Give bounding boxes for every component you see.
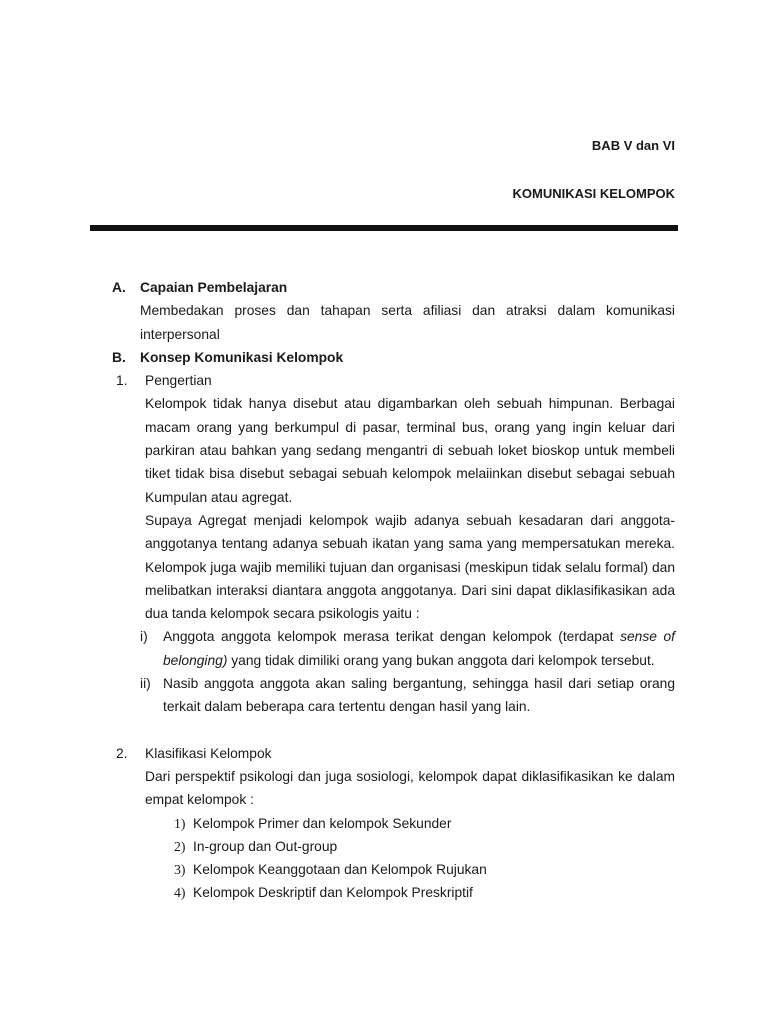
point-i-text-start: Anggota anggota kelompok merasa terikat dengan kelompok (terdapat bbox=[163, 629, 621, 645]
topic-heading: KOMUNIKASI KELOMPOK bbox=[512, 186, 675, 201]
section-a-title: Capaian Pembelajaran bbox=[140, 280, 288, 295]
point-i bbox=[0, 625, 768, 672]
point-ii-marker: ii) bbox=[140, 676, 151, 692]
list-item-marker: 2) bbox=[174, 838, 186, 854]
section-b-marker: B. bbox=[112, 349, 126, 365]
item-2-heading bbox=[0, 742, 768, 765]
list-item bbox=[0, 835, 768, 858]
list-item-text: Kelompok Deskriptif dan Kelompok Preskriptif bbox=[193, 885, 473, 901]
item-1-heading bbox=[0, 369, 768, 392]
item-2-intro: Dari perspektif psikologi dan juga sosiologi, kelompok dapat diklasifikasikan ke dalam empat kelompok : bbox=[145, 768, 675, 808]
list-item bbox=[0, 812, 768, 835]
item-1-title: Pengertian bbox=[145, 373, 212, 389]
point-ii bbox=[0, 672, 768, 719]
section-b-heading bbox=[0, 346, 768, 369]
list-item-text: Kelompok Keanggotaan dan Kelompok Rujukan bbox=[193, 862, 487, 878]
point-i-italic: sense of belonging) bbox=[163, 629, 676, 668]
section-a-marker: A. bbox=[112, 280, 126, 295]
item-1-paragraph-2: Supaya Agregat menjadi kelompok wajib adanya sebuah kesadaran dari anggota-anggotanya tentang adanya sebuah ikatan yang sama yang mempersatukan mereka. Kelompok juga wajib memiliki tujuan dan organisasi (meskipun tidak selalu formal) dan melibatkan interaksi diantara anggota anggotanya. Dari sini dapat diklasifikasikan ada dua tanda kelompok secara psikologis yaitu : bbox=[145, 512, 675, 622]
header-divider bbox=[90, 225, 678, 231]
list-item-marker: 4) bbox=[174, 885, 186, 901]
spacer bbox=[0, 719, 768, 742]
item-1-marker: 1. bbox=[116, 373, 128, 389]
point-i-text-end: yang tidak dimiliki orang yang bukan anggota dari kelompok tersebut. bbox=[227, 652, 655, 668]
list-item-text: In-group dan Out-group bbox=[193, 838, 338, 854]
item-2-marker: 2. bbox=[116, 745, 128, 761]
list-item-marker: 1) bbox=[174, 815, 186, 831]
item-1-paragraph-1: Kelompok tidak hanya disebut atau digambarkan oleh sebuah himpunan. Berbagai macam orang yang berkumpul di pasar, terminal bus, orang yang ingin keluar dari parkiran atau bahkan yang sedang mengantri di sebuah loket bioskop untuk membeli tiket tidak bisa disebut sebagai sebuah kelompok melaiinkan disebut sebagai sebuah Kumpulan atau agregat. bbox=[145, 396, 675, 505]
section-a-text: Membedakan proses dan tahapan serta afiliasi dan atraksi dalam komunikasi interpersonal bbox=[140, 303, 675, 342]
list-item bbox=[0, 858, 768, 881]
list-item-text: Kelompok Primer dan kelompok Sekunder bbox=[193, 815, 452, 831]
document-body bbox=[0, 276, 768, 905]
section-b-title: Konsep Komunikasi Kelompok bbox=[140, 349, 344, 365]
point-ii-text: Nasib anggota anggota akan saling bergantung, sehingga hasil dari setiap orang terkait dalam beberapa cara tertentu dengan hasil yang lain. bbox=[163, 676, 675, 715]
section-a-heading bbox=[0, 276, 768, 299]
point-i-marker: i) bbox=[140, 629, 148, 645]
item-2-title: Klasifikasi Kelompok bbox=[145, 745, 272, 761]
chapter-heading: BAB V dan VI bbox=[591, 138, 675, 153]
list-item-marker: 3) bbox=[174, 862, 186, 878]
list-item bbox=[0, 881, 768, 904]
